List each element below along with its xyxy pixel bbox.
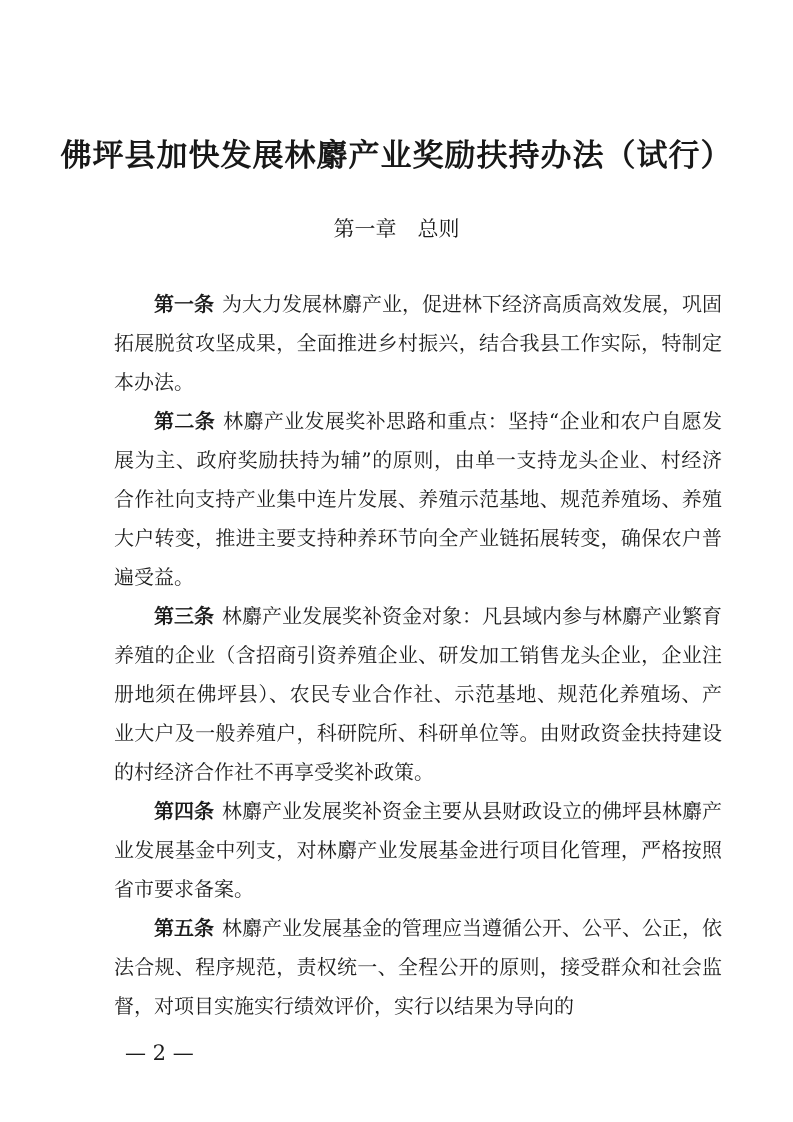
article-text: 林麝产业发展基金的管理应当遵循公开、公平、公正，依法合规、程序规范，责权统一、全程公开的原则，接受群众和社会监督，对项目实施实行绩效评价，实行以结果为导向的 [114,916,722,1018]
article-4 [114,792,722,909]
article-text: 林麝产业发展奖补资金主要从县财政设立的佛坪县林麝产业发展基金中列支，对林麝产业发展基金进行项目化管理，严格按照省市要求备案。 [114,799,722,901]
article-text: 林麝产业发展奖补资金对象：凡县域内参与林麝产业繁育养殖的企业（含招商引资养殖企业、研发加工销售龙头企业，企业注册地须在佛坪县）、农民专业合作社、示范基地、规范化养殖场、产业大户及一般养殖户，科研院所、科研单位等。由财政资金扶持建设的村经济合作社不再享受奖补政策。 [114,604,722,784]
article-2 [114,402,722,597]
article-number: 第一条 [154,292,214,316]
article-number: 第二条 [154,409,216,433]
article-1 [114,285,722,402]
article-3 [114,597,722,792]
article-number: 第五条 [154,916,214,940]
article-text: 为大力发展林麝产业，促进林下经济高质高效发展，巩固拓展脱贫攻坚成果，全面推进乡村振兴，结合我县工作实际，特制定本办法。 [114,292,722,394]
document-body [114,285,722,1026]
chapter-heading: 第一章 总则 [333,217,460,241]
document-title: 佛坪县加快发展林麝产业奖励扶持办法（试行） [60,138,733,174]
article-5 [114,909,722,1026]
article-number: 第四条 [154,799,214,823]
article-text: 林麝产业发展奖补思路和重点：坚持“企业和农户自愿发展为主、政府奖励扶持为辅”的原则，由单一支持龙头企业、村经济合作社向支持产业集中连片发展、养殖示范基地、规范养殖场、养殖大户转变，推进主要支持种养环节向全产业链拓展转变，确保农户普遍受益。 [114,409,722,589]
article-number: 第三条 [154,604,214,628]
page-number: — 2 — [125,1041,194,1065]
